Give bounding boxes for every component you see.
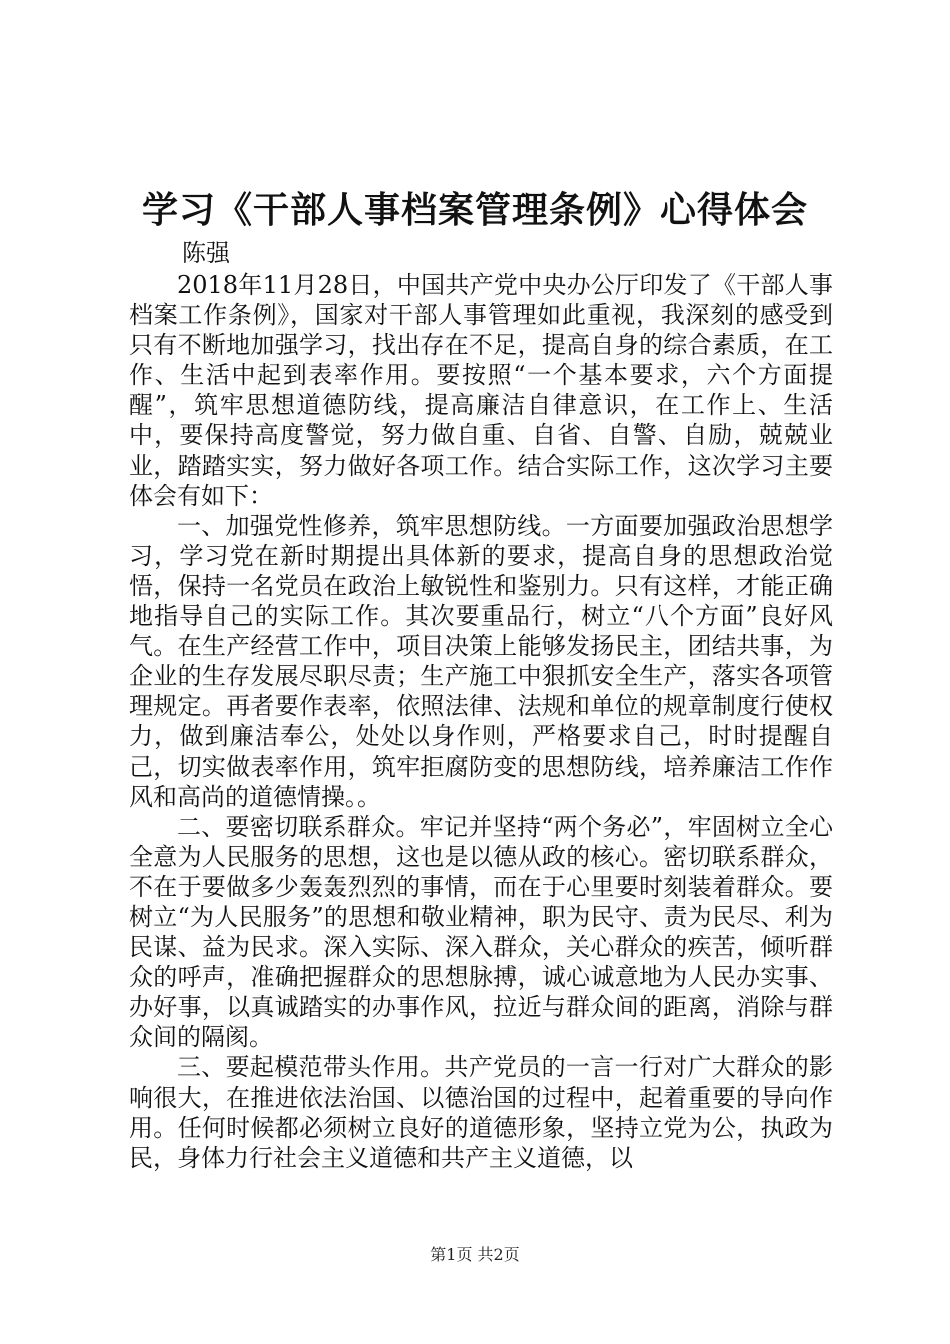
document-body <box>129 270 833 1173</box>
paragraph-section-2: 二、要密切联系群众。牢记并坚持“两个务必”，牢固树立全心全意为人民服务的思想，这也是以德从政的核心。密切联系群众，不在于要做多少轰轰烈烈的事情，而在于心里要时刻装着群众。要树立“为人民服务”的思想和敬业精神，职为民守、责为民尽、利为民谋、益为民求。深入实际、深入群众，关心群众的疾苦，倾听群众的呼声，准确把握群众的思想脉搏，诚心诚意地为人民办实事、办好事，以真诚踏实的办事作风，拉近与群众间的距离，消除与群众间的隔阂。 <box>129 812 833 1052</box>
document-title: 学习《干部人事档案管理条例》心得体会 <box>141 189 808 231</box>
page-footer: 第1页 共2页 <box>430 1245 520 1264</box>
paragraph-intro: 2018年11月28日，中国共产党中央办公厅印发了《干部人事档案工作条例》，国家对干部人事管理如此重视，我深刻的感受到只有不断地加强学习，找出存在不足，提高自身的综合素质，在工作、生活中起到表率作用。要按照“一个基本要求，六个方面提醒”，筑牢思想道德防线，提高廉洁自律意识，在工作上、生活中，要保持高度警觉，努力做自重、自省、自警、自励，兢兢业业，踏踏实实，努力做好各项工作。结合实际工作，这次学习主要体会有如下： <box>129 271 833 510</box>
paragraph-section-3: 三、要起模范带头作用。共产党员的一言一行对广大群众的影响很大，在推进依法治国、以德治国的过程中，起着重要的导向作用。任何时候都必须树立良好的道德形象，坚持立党为公，执政为民，身体力行社会主义道德和共产主义道德，以 <box>129 1053 833 1172</box>
paragraph-section-1: 一、加强党性修养，筑牢思想防线。一方面要加强政治思想学习，学习党在新时期提出具体新的要求，提高自身的思想政治觉悟，保持一名党员在政治上敏锐性和鉴别力。只有这样，才能正确地指导自己的实际工作。其次要重品行，树立“八个方面”良好风气。在生产经营工作中，项目决策上能够发扬民主，团结共事，为企业的生存发展尽职尽责；生产施工中狠抓安全生产，落实各项管理规定。再者要作表率，依照法律、法规和单位的规章制度行使权力，做到廉洁奉公，处处以身作则，严格要求自己，时时提醒自己，切实做表率作用，筑牢拒腐防变的思想防线，培养廉洁工作作风和高尚的道德情操。。 <box>129 511 833 811</box>
author-name: 陈强 <box>182 239 230 267</box>
